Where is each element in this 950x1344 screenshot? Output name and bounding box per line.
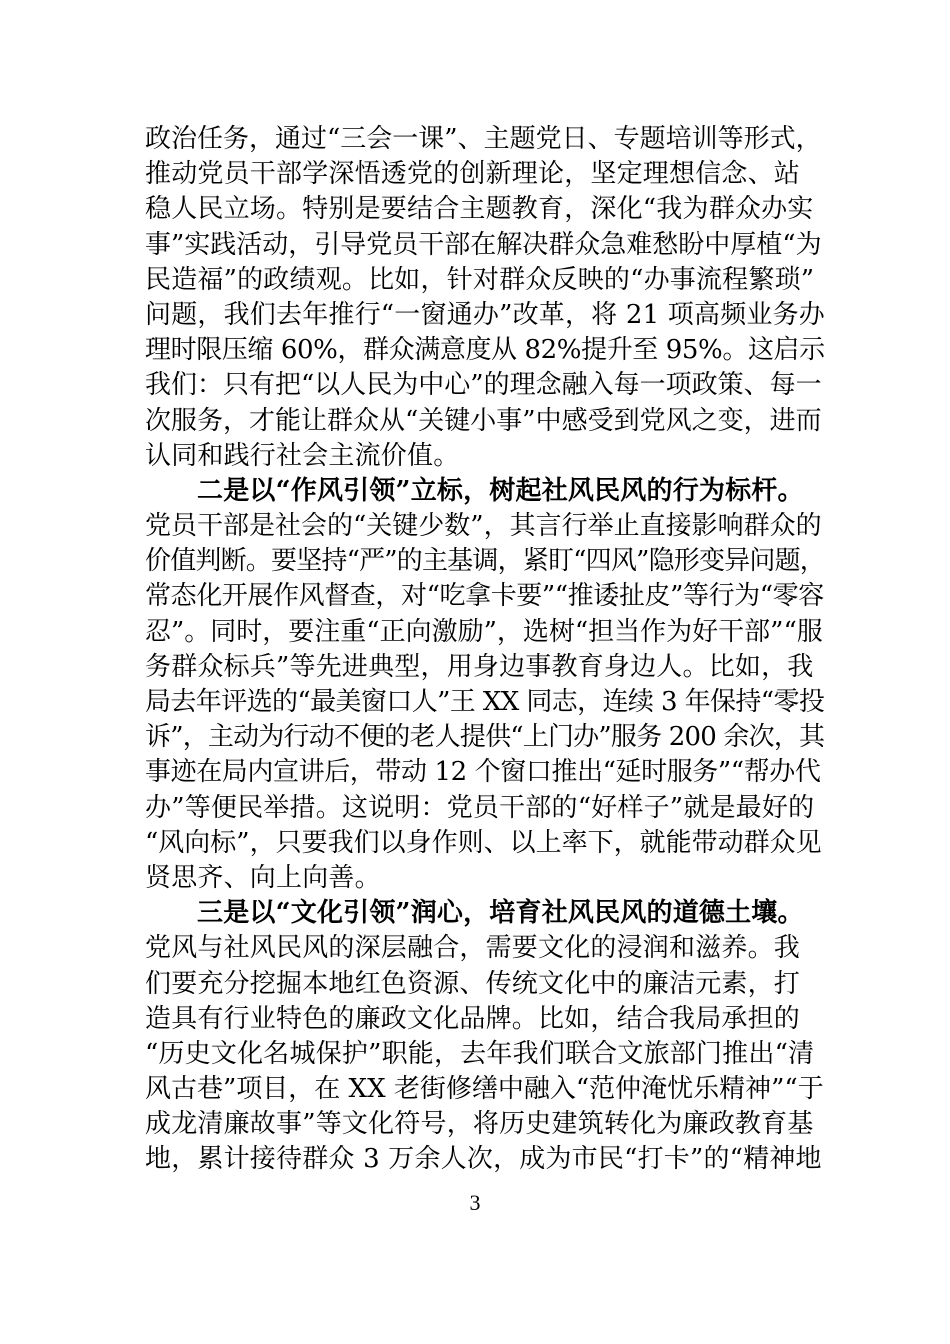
text-line: 我们：只有把“以人民为中心”的理念融入每一项政策、每一 xyxy=(145,370,822,401)
page-number: 3 xyxy=(469,1190,481,1215)
text-line: 诉”，主动为行动不便的老人提供“上门办”服务 200 余次，其 xyxy=(145,722,825,753)
text-line: 稳人民立场。特别是要结合主题教育，深化“我为群众办实 xyxy=(145,194,814,225)
text-line: 办”等便民举措。这说明：党员干部的“好样子”就是最好的 xyxy=(145,792,815,823)
text-line: 价值判断。要坚持“严”的主基调，紧盯“四风”隐形变异问题， xyxy=(145,546,825,577)
text-line: 务群众标兵”等先进典型，用身边事教育身边人。比如，我 xyxy=(145,651,814,682)
text-line: 风古巷”项目，在 XX 老街修缮中融入“范仲淹忧乐精神”“于 xyxy=(145,1074,824,1105)
text-line: 问题，我们去年推行“一窗通办”改革，将 21 项高频业务办 xyxy=(145,299,825,330)
text-line: “历史文化名城保护”职能，去年我们联合文旅部门推出“清 xyxy=(145,1038,815,1069)
text-line: 局去年评选的“最美窗口人”王 XX 同志，连续 3 年保持“零投 xyxy=(145,687,825,717)
text-line: 党风与社风民风的深层融合，需要文化的浸润和滋养。我 xyxy=(145,933,801,964)
text-line: 造具有行业特色的廉政文化品牌。比如，结合我局承担的 xyxy=(145,1003,801,1034)
text-line: 忍”。同时，要注重“正向激励”，选树“担当作为好干部”“服 xyxy=(145,616,823,647)
text-line: 们要充分挖掘本地红色资源、传统文化中的廉洁元素，打 xyxy=(145,968,801,999)
text-line: 次服务，才能让群众从“关键小事”中感受到党风之变，进而 xyxy=(145,405,822,436)
text-line: 政治任务，通过“三会一课”、主题党日、专题培训等形式， xyxy=(145,124,822,154)
text-line: 事迹在局内宣讲后，带动 12 个窗口推出“延时服务”“帮办代 xyxy=(145,757,821,788)
text-line: 事”实践活动，引导党员干部在解决群众急难愁盼中厚植“为 xyxy=(145,229,822,260)
text-line: 常态化开展作风督查，对“吃拿卡要”“推诿扯皮”等行为“零容 xyxy=(145,581,824,612)
text-line: 认同和践行社会主流价值。 xyxy=(145,440,460,471)
text-line: 推动党员干部学深悟透党的创新理论，坚定理想信念、站 xyxy=(145,159,801,190)
section-heading-3: 三是以“文化引领”润心，培育社风民风的道德土壤。 xyxy=(197,898,804,929)
text-line: 理时限压缩 60%，群众满意度从 82%提升至 95%。这启示 xyxy=(145,335,825,366)
text-line: 贤思齐、向上向善。 xyxy=(145,862,381,893)
text-line: “风向标”，只要我们以身作则、以上率下，就能带动群众见 xyxy=(145,827,822,858)
body-text xyxy=(145,122,825,1178)
text-line: 地，累计接待群众 3 万余人次，成为市民“打卡”的“精神地 xyxy=(145,1144,822,1175)
text-line: 党员干部是社会的“关键少数”，其言行举止直接影响群众的 xyxy=(145,511,822,542)
text-line: 成龙清廉故事”等文化符号，将历史建筑转化为廉政教育基 xyxy=(145,1109,814,1140)
text-line: 民造福”的政绩观。比如，针对群众反映的“办事流程繁琐” xyxy=(145,264,815,295)
section-heading-2: 二是以“作风引领”立标，树起社风民风的行为标杆。 xyxy=(197,475,804,506)
